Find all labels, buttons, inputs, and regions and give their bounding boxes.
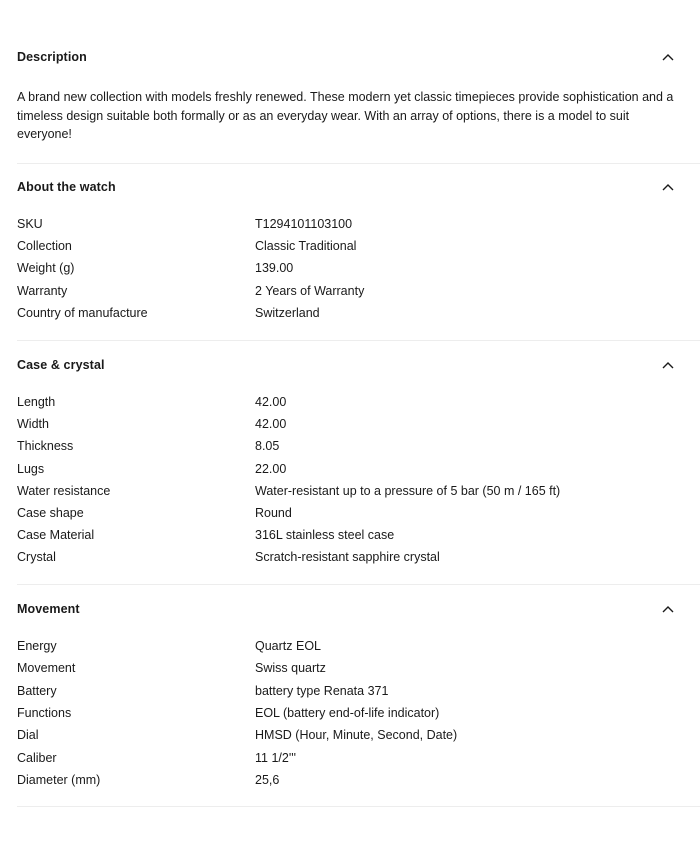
spec-label: Country of manufacture [17,305,148,320]
spec-row [17,237,356,255]
spec-label: Width [17,417,49,432]
spec-row [17,282,364,300]
section-about-the-watch [17,177,700,197]
spec-value: Water-resistant up to a pressure of 5 bar (50 m / 165 ft) [255,483,561,498]
section-case-crystal [17,355,700,375]
spec-row [17,437,279,455]
spec-label: Weight (g) [17,261,75,276]
spec-value: HMSD (Hour, Minute, Second, Date) [255,728,458,743]
about-title: About the watch [17,180,116,194]
spec-row [17,215,352,233]
spec-label: Functions [17,705,72,720]
spec-label: Movement [17,661,76,676]
case-header[interactable] [17,355,700,375]
movement-header[interactable] [17,599,700,619]
spec-label: Thickness [17,439,74,454]
spec-value: 11 1/2''' [255,750,296,765]
spec-label: Water resistance [17,483,111,498]
chevron-up-icon[interactable] [657,177,679,197]
spec-row [17,637,321,655]
spec-row [17,726,457,744]
spec-label: Case shape [17,506,84,520]
spec-label: Battery [17,683,57,698]
description-text: A brand new collection with models freshly renewed. These modern yet classic timepieces provide sophistication and a timeless design suitable both formally or as an everyday wear. With an array of options, there is a model to suit everyone! [17,90,674,141]
spec-value: 42.00 [255,395,287,409]
spec-value: 2 Years of Warranty [255,283,365,298]
spec-row [17,682,388,700]
spec-row [17,259,293,277]
spec-value: 25,6 [255,772,280,787]
spec-label: Diameter (mm) [17,772,101,787]
spec-value: EOL (battery end-of-life indicator) [255,705,440,720]
spec-value: T1294101103100 [255,217,353,231]
spec-value: 139.00 [255,261,294,276]
spec-row [17,526,394,544]
chevron-up-icon[interactable] [657,599,679,619]
spec-row [17,304,320,322]
spec-value: 42.00 [255,417,287,432]
spec-row [17,393,286,411]
spec-value: battery type Renata 371 [255,683,389,698]
about-header[interactable] [17,177,700,197]
spec-label: Case Material [17,528,95,543]
spec-label: Collection [17,239,72,254]
spec-row [17,482,560,500]
spec-label: Warranty [17,283,68,298]
spec-value: Scratch-resistant sapphire crystal [255,550,440,565]
spec-value: Quartz EOL [255,639,321,653]
spec-row [17,659,326,677]
chevron-up-icon[interactable] [657,47,679,67]
spec-label: SKU [17,217,43,231]
spec-value: Classic Traditional [255,239,357,254]
spec-label: Dial [17,728,39,743]
spec-value: 8.05 [255,439,280,454]
spec-row [17,749,296,767]
spec-value: 316L stainless steel case [255,528,395,543]
spec-value: 22.00 [255,461,287,476]
divider [17,806,700,807]
spec-label: Lugs [17,461,45,476]
divider [17,163,700,164]
spec-label: Caliber [17,750,57,765]
case-title: Case & crystal [17,358,105,372]
spec-row [17,460,286,478]
spec-label: Crystal [17,550,56,565]
divider [17,340,700,341]
description-header[interactable] [17,47,700,67]
section-description [17,47,700,67]
movement-title: Movement [17,602,80,616]
spec-value: Swiss quartz [255,661,326,676]
divider [17,584,700,585]
description-title: Description [17,50,87,64]
spec-row [17,415,286,433]
spec-row [17,771,279,789]
chevron-up-icon[interactable] [657,355,679,375]
spec-label: Length [17,395,56,409]
spec-value: Switzerland [255,305,320,320]
spec-row [17,548,440,566]
spec-value: Round [255,506,292,520]
spec-label: Energy [17,639,57,653]
spec-row [17,504,292,522]
spec-row [17,704,439,722]
section-movement [17,599,700,619]
